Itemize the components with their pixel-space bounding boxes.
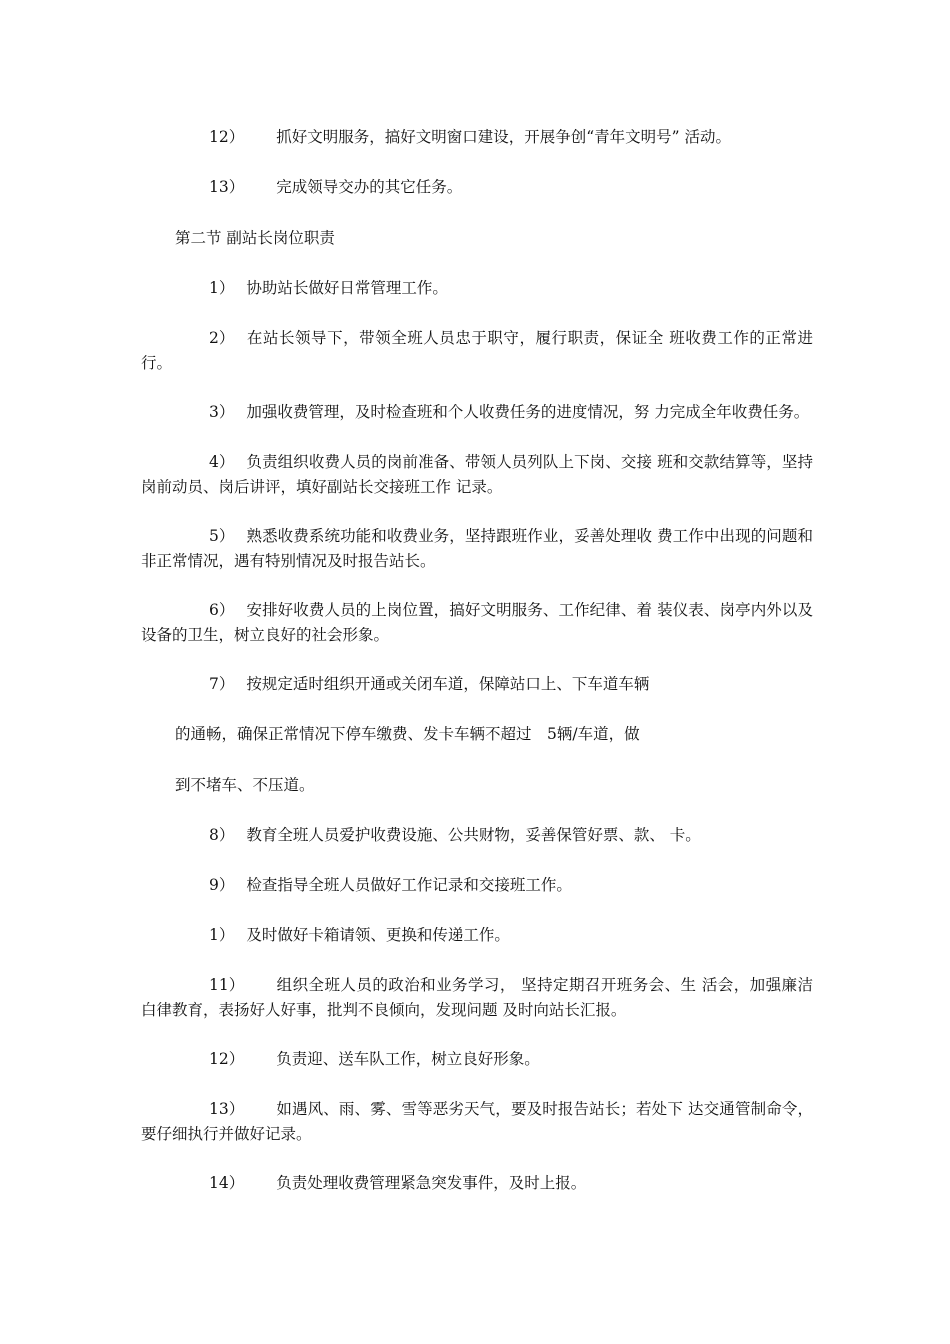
list-item <box>141 1171 813 1196</box>
item-text: 按规定适时组织开通或关闭车道，保障站口上、下车道车辆 <box>246 675 650 693</box>
list-item <box>141 400 813 425</box>
item-number: 11） <box>209 976 245 994</box>
list-item <box>141 873 813 898</box>
list-item <box>141 450 813 500</box>
item-number: 6） <box>209 601 235 619</box>
list-item <box>141 598 813 648</box>
list-item <box>141 823 813 848</box>
item-text: 熟悉收费系统功能和收费业务，坚持跟班作业，妥善处理收 费工作中出现的问题和非正常情况，遇有特别情况及时报告站长。 <box>141 527 813 570</box>
item-number: 1） <box>209 926 235 944</box>
list-item <box>141 1047 813 1072</box>
item-number: 14） <box>209 1174 245 1192</box>
item-number: 13） <box>209 178 245 196</box>
item-text: 负责处理收费管理紧急突发事件，及时上报。 <box>276 1174 587 1192</box>
list-item <box>141 125 813 150</box>
item-number: 3） <box>209 403 235 421</box>
item-number: 4） <box>209 453 235 471</box>
list-item <box>141 524 813 574</box>
item-text: 检查指导全班人员做好工作记录和交接班工作。 <box>246 876 572 894</box>
item-number: 12） <box>209 128 245 146</box>
item-text: 完成领导交办的其它任务。 <box>276 178 463 196</box>
list-item <box>141 326 813 376</box>
item-text: 安排好收费人员的上岗位置，搞好文明服务、工作纪律、着 装仪表、岗亭内外以及设备的卫生，树立良好的社会形象。 <box>141 601 813 644</box>
item-text: 负责迎、送车队工作，树立良好形象。 <box>276 1050 540 1068</box>
item-number: 9） <box>209 876 235 894</box>
item-text: 教育全班人员爱护收费设施、公共财物，妥善保管好票、款、 卡。 <box>246 826 701 844</box>
item-number: 5） <box>209 527 235 545</box>
item-text: 组织全班人员的政治和业务学习， 坚持定期召开班务会、生 活会，加强廉洁白律教育，表扬好人好事，批判不良倾向，发现问题 及时向站长汇报。 <box>141 976 813 1019</box>
list-item <box>141 1097 813 1147</box>
list-item <box>141 973 813 1023</box>
item-number: 8） <box>209 826 235 844</box>
item-number: 13） <box>209 1100 245 1118</box>
item-text: 负责组织收费人员的岗前准备、带领人员列队上下岗、交接 班和交款结算等，坚持岗前动员、岗后讲评，填好副站长交接班工作 记录。 <box>141 453 813 496</box>
item-number: 2） <box>209 329 235 347</box>
list-item <box>141 672 813 697</box>
item-text: 在站长领导下，带领全班人员忠于职守，履行职责，保证全 班收费工作的正常进行。 <box>141 329 813 372</box>
item-text: 及时做好卡箱请领、更换和传递工作。 <box>246 926 510 944</box>
item-number: 1） <box>209 279 235 297</box>
item-continuation: 的通畅，确保正常情况下停车缴费、发卡车辆不超过 5辆/车道，做 <box>175 725 640 743</box>
item-number: 7） <box>209 675 235 693</box>
item-text: 加强收费管理，及时检查班和个人收费任务的进度情况，努 力完成全年收费任务。 <box>246 403 810 421</box>
section-title: 第二节 副站长岗位职责 <box>175 229 335 247</box>
item-continuation: 到不堵车、不压道。 <box>175 776 315 794</box>
item-text: 抓好文明服务，搞好文明窗口建设，开展争创“青年文明号” 活动。 <box>276 128 732 146</box>
list-item <box>141 276 813 301</box>
item-number: 12） <box>209 1050 245 1068</box>
item-text: 如遇风、雨、雾、雪等恶劣天气，要及时报告站长；若处下 达交通管制命令，要仔细执行并做好记录。 <box>141 1100 813 1143</box>
item-text: 协助站长做好日常管理工作。 <box>246 279 448 297</box>
list-item <box>141 923 813 948</box>
list-item <box>141 175 813 200</box>
